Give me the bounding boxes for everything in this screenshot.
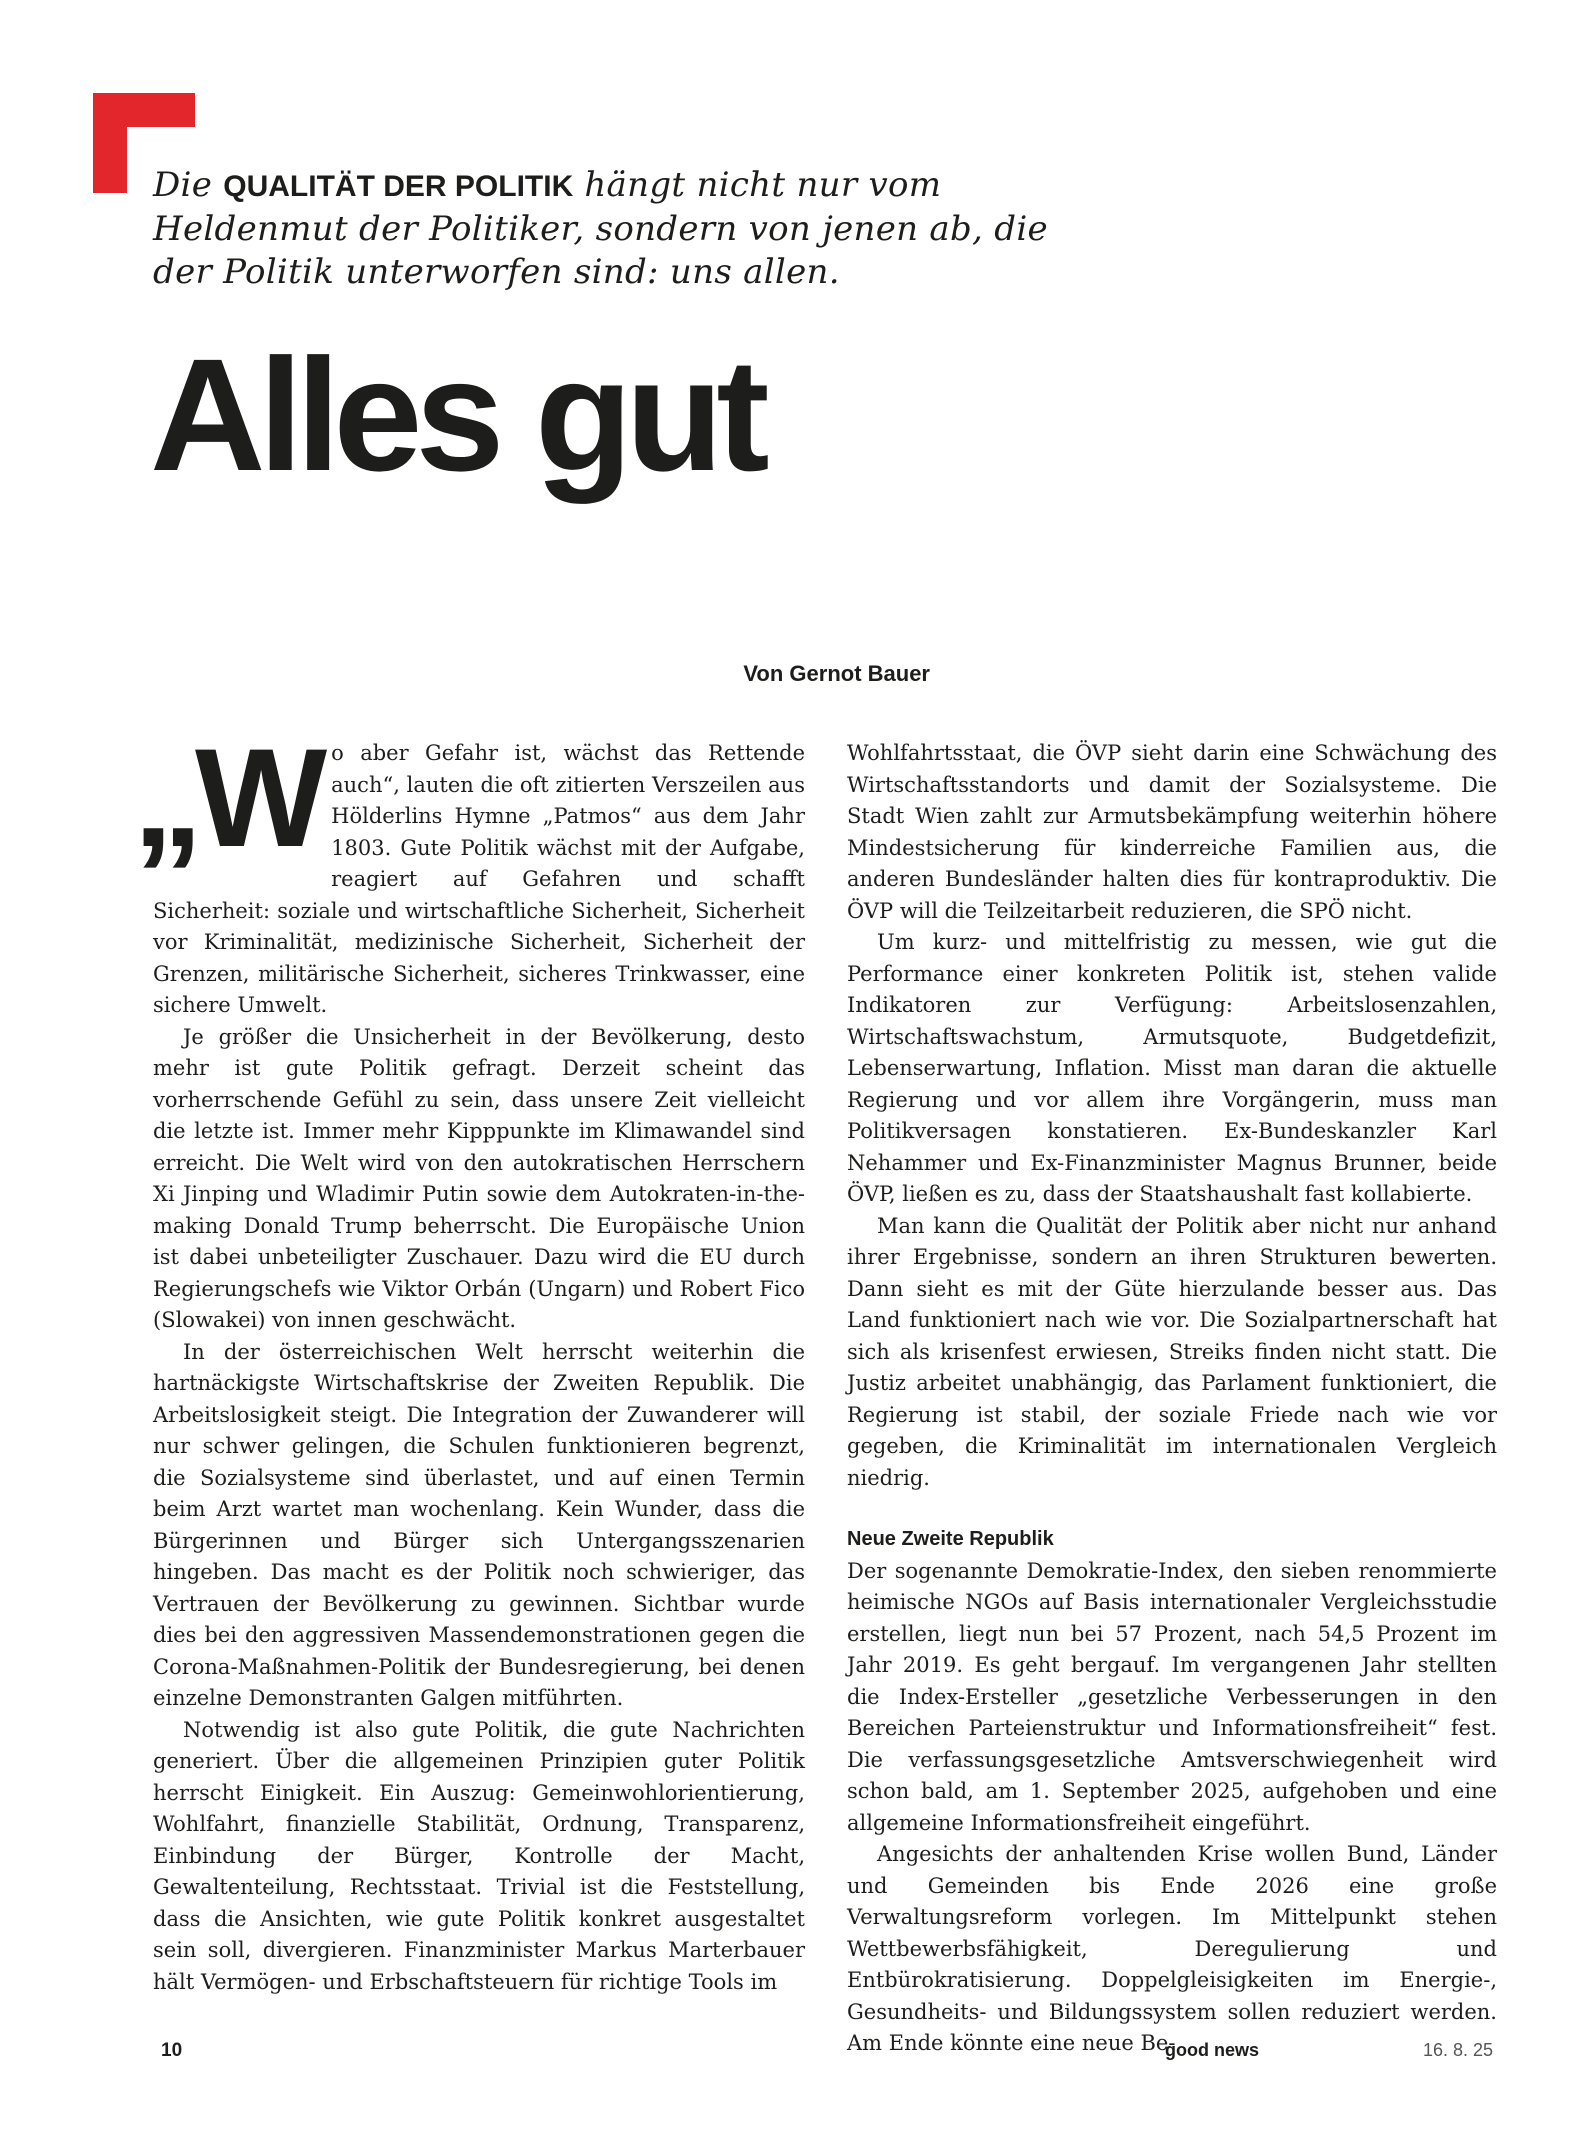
article-paragraph: Um kurz- und mittelfristig zu messen, wie gut die Performance einer konkreten Politik ist, stehen valide Indikatoren zur Verfügung: Arbeitslosenzahlen, Wirtschaftswachstum, Armutsquote, Budgetdefizit, Lebenserwartung, Inflation. Misst man daran die aktuelle Regierung und vor allem ihre Vorgängerin, muss man Politikversagen konstatieren. Ex-Bundeskanzler Karl Nehammer und Ex-Finanzminister Magnus Brunner, beide ÖVP, ließen es zu, dass der Staatshaushalt fast kollabierte. [847,930,1497,1206]
intro-text [153,164,1053,294]
article-paragraph: Angesichts der anhaltenden Krise wollen Bund, Länder und Gemeinden bis Ende 2026 eine große Verwaltungsreform vorlegen. Im Mittelpunkt stehen Wettbewerbsfähigkeit, Deregulierung und Entbürokratisierung. Doppelgleisigkeiten im Energie-, Gesundheits- und Bildungssystem sollen reduziert werden. Am Ende könnte eine neue Be- [847,1842,1497,2055]
article-paragraph: Notwendig ist also gute Politik, die gute Nachrichten generiert. Über die allgemeinen Prinzipien guter Politik herrscht Einigkeit. Ein Auszug: Gemeinwohlorientierung, Wohlfahrt, finanzielle Stabilität, Ordnung, Transparenz, Einbindung der Bürger, Kontrolle der Macht, Gewaltenteilung, Rechtsstaat. Trivial ist die Feststellung, dass die Ansichten, wie gute Politik konkret ausgestaltet sein soll, divergieren. Finanzminister Markus Marterbauer hält Vermögen- und Erbschaftsteuern für richtige Tools im [153,1717,805,1994]
article-paragraph: Der sogenannte Demokratie-Index, den sieben renommierte heimische NGOs auf Basis internationaler Vergleichsstudie erstellen, liegt nun bei 57 Prozent, nach 54,5 Prozent im Jahr 2019. Es geht bergauf. Im vergangenen Jahr stellten die Index-Ersteller „gesetzliche Verbesserungen in den Bereichen Parteienstruktur und Informationsfreiheit“ fest. Die verfassungsgesetzliche Amtsverschwiegenheit wird schon bald, am 1. September 2025, aufgehoben und eine allgemeine Informationsfreiheit eingeführt. [847,1558,1497,1835]
publication-name: good news [1165,2040,1259,2060]
article-column-left [133,719,805,1998]
intro-caps: QUALITÄT DER POLITIK [223,170,574,203]
issue-date: 16. 8. 25 [1422,2040,1493,2060]
article-paragraph: „Wo aber Gefahr ist, wächst das Rettende auch“, lauten die oft zitierten Verszeilen aus Hölderlins Hymne „Patmos“ aus dem Jahr 1803. Gute Politik wächst mit der Aufgabe, reagiert auf Gefahren und schafft Sicherheit: soziale und wirtschaftliche Sicherheit, Sicherheit vor Kriminalität, medizinische Sicherheit, Sicherheit der Grenzen, militärische Sicherheit, sicheres Trinkwasser, eine sichere Umwelt. [133,719,805,1017]
article-paragraph: Je größer die Unsicherheit in der Bevölkerung, desto mehr ist gute Politik gefragt. Derzeit scheint das vorherrschende Gefühl zu sein, dass unsere Zeit vielleicht die letzte ist. Immer mehr Kipppunkte im Klimawandel sind erreicht. Die Welt wird von den autokratischen Herrschern Xi Jinping und Wladimir Putin sowie dem Autokraten-in-the-making Donald Trump beherrscht. Die Europäische Union ist dabei unbeteiligter Zuschauer. Dazu wird die EU durch Regierungschefs wie Viktor Orbán (Ungarn) und Robert Fico (Slowakei) von innen geschwächt. [153,1024,805,1332]
page-number: 10 [161,2040,183,2061]
article-paragraph: Man kann die Qualität der Politik aber nicht nur anhand ihrer Ergebnisse, sondern an ihren Strukturen bewerten. Dann sieht es mit der Güte hierzulande besser aus. Das Land funktioniert nach wie vor. Die Sozialpartnerschaft hat sich als krisenfest erwiesen, Streiks finden nicht statt. Die Justiz arbeitet unabhängig, das Parlament funktioniert, die Regierung ist stabil, der soziale Friede nach wie vor gegeben, die Kriminalität im internationalen Vergleich niedrig. [847,1213,1497,1490]
section-subhead: Neue Zweite Republik [847,1528,1054,1550]
byline: Von Gernot Bauer [743,661,930,686]
corner-accent-bar-vertical [93,93,127,193]
article-paragraph: Wohlfahrtsstaat, die ÖVP sieht darin eine Schwächung des Wirtschaftsstandorts und damit der Sozialsysteme. Die Stadt Wien zahlt zur Armutsbekämpfung weiterhin höhere Mindestsicherung für kinderreiche Familien aus, die anderen Bundesländer halten dies für kontraproduktiv. Die ÖVP will die Teilzeitarbeit reduzieren, die SPÖ nicht. [847,741,1497,923]
headline: Alles gut [150,325,763,504]
intro-rest: hängt nicht nur vom Heldenmut der Politiker, sondern von jenen ab, die der Politik unterworfen sind: uns allen. [153,165,1048,292]
article-column-right [847,738,1497,2060]
article-paragraph: In der österreichischen Welt herrscht weiterhin die hartnäckigste Wirtschaftskrise der Zweiten Republik. Die Arbeitslosigkeit steigt. Die Integration der Zuwanderer will nur schwer gelingen, die Schulen funktionieren begrenzt, die Sozialsysteme sind überlastet, und auf einen Termin beim Arzt wartet man wochenlang. Kein Wunder, dass die Bürgerinnen und Bürger sich Untergangsszenarien hingeben. Das macht es der Politik noch schwieriger, das Vertrauen der Bevölkerung zu gewinnen. Sichtbar wurde dies bei den aggressiven Massendemonstrationen gegen die Corona-Maßnahmen-Politik der Bundesregierung, bei denen einzelne Demonstranten Galgen mitführten. [153,1339,805,1710]
intro-lead: Die [153,165,224,205]
dropcap: „W [133,719,320,876]
